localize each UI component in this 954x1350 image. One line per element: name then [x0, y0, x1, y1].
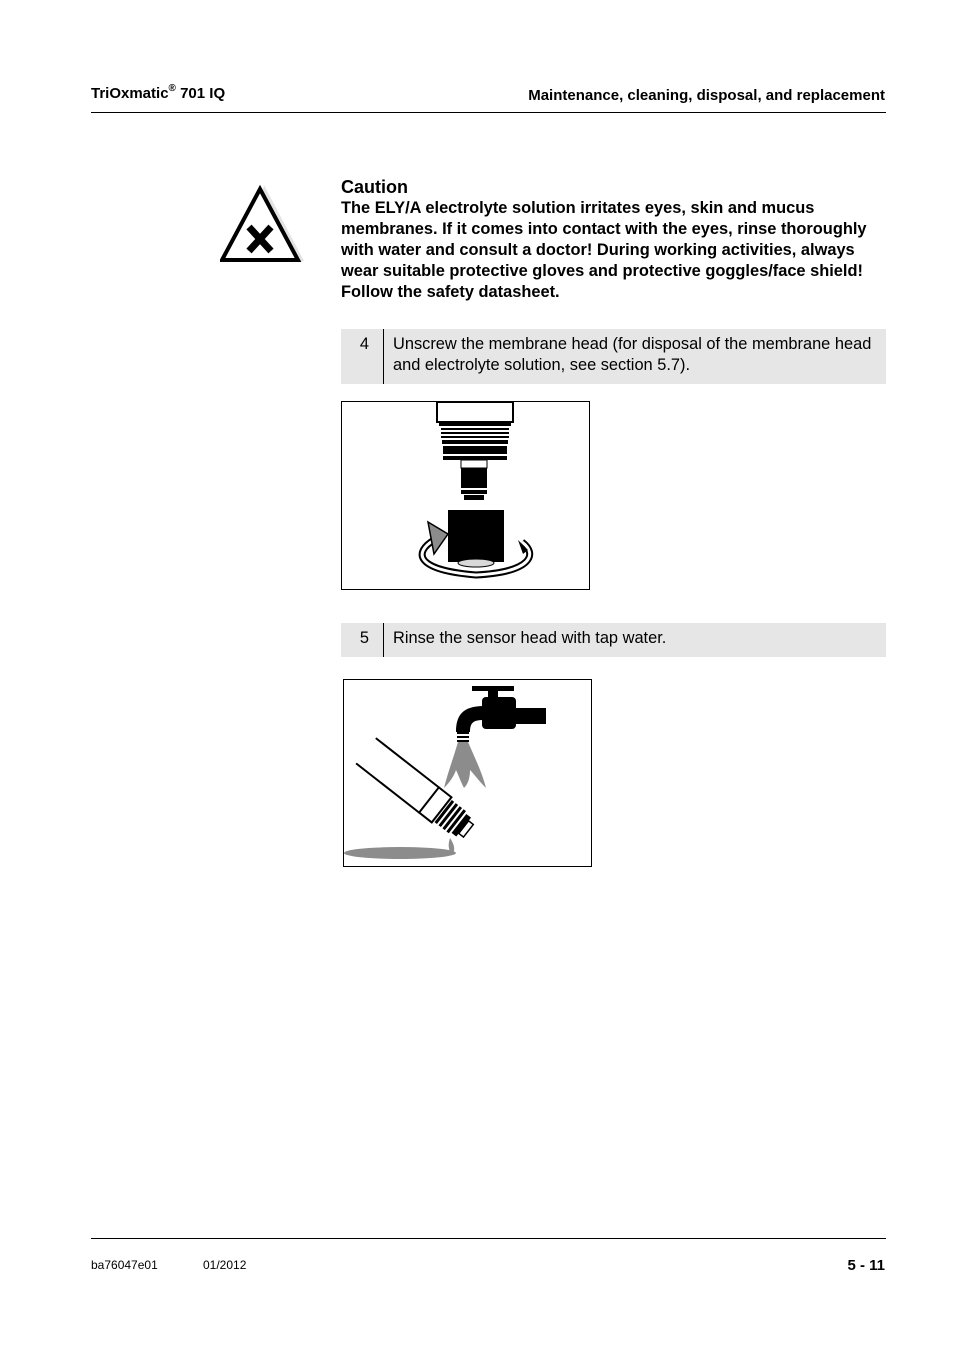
- caution-block: [341, 177, 886, 303]
- step-text: Unscrew the membrane head (for disposal of the membrane head and electrolyte solution, see section 5.7).: [393, 335, 872, 374]
- step-text: Rinse the sensor head with tap water.: [393, 629, 667, 647]
- doc-id: ba76047e01: [91, 1258, 158, 1272]
- step-number: 5: [341, 623, 384, 657]
- product-name: TriOxmatic: [91, 85, 169, 102]
- header-divider: [91, 112, 886, 113]
- doc-date: 01/2012: [203, 1258, 247, 1272]
- step-row: [341, 623, 886, 657]
- registered-mark: ®: [168, 83, 176, 94]
- footer-divider: [91, 1238, 886, 1239]
- caution-title: Caution: [341, 177, 408, 197]
- rinse-sensor-figure: [343, 679, 592, 867]
- page-number: 5 - 11: [847, 1257, 885, 1274]
- caution-text: The ELY/A electrolyte solution irritates eyes, skin and mucus membranes. If it comes into contact with the eyes, rinse thoroughly with water and consult a doctor! During working activities, always wear suitable protective gloves and protective goggles/face shield! Follow the safety datasheet.: [341, 199, 867, 301]
- header-section-title: Maintenance, cleaning, disposal, and replacement: [528, 87, 885, 104]
- product-model: 701 IQ: [180, 85, 226, 102]
- header-product: [91, 85, 225, 102]
- hazard-cross-icon: [220, 183, 304, 263]
- step-number: 4: [341, 329, 384, 384]
- unscrew-membrane-figure: [341, 401, 590, 590]
- step-row: [341, 329, 886, 384]
